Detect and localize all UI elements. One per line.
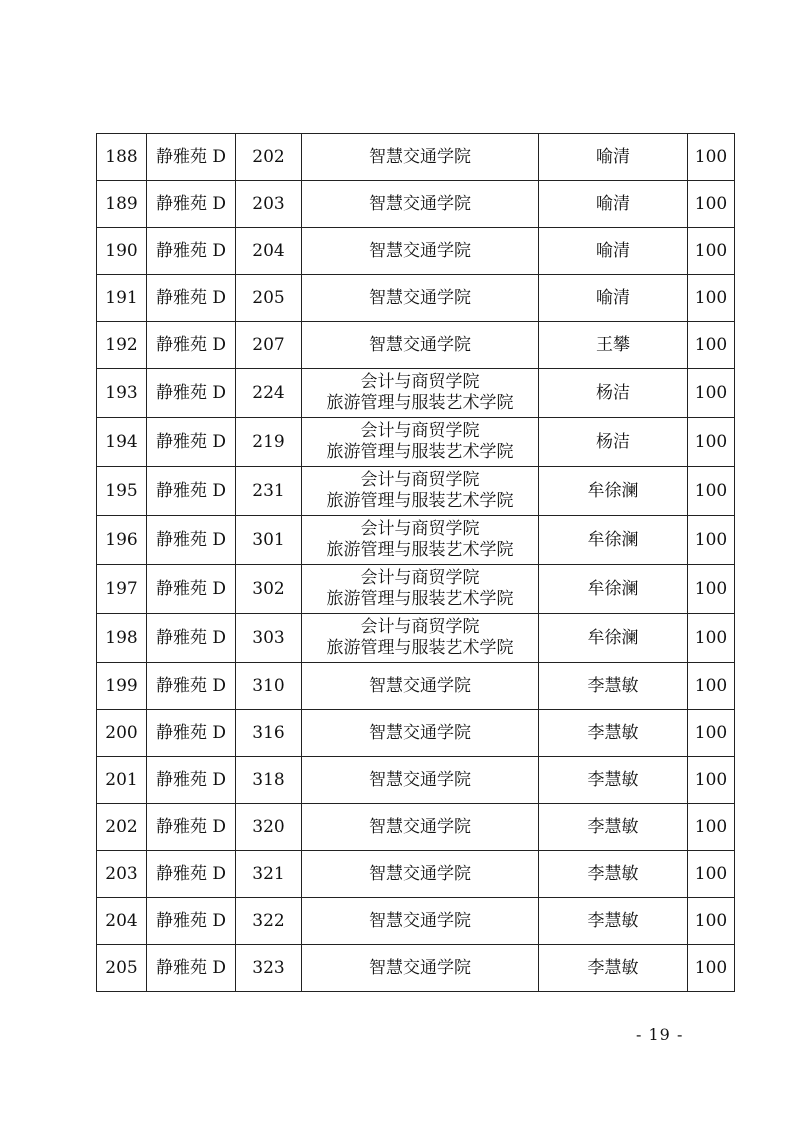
row-number-cell: 197 xyxy=(97,565,147,614)
score-cell: 100 xyxy=(688,275,735,322)
inspector-cell: 喻清 xyxy=(539,181,688,228)
score-cell: 100 xyxy=(688,467,735,516)
score-cell: 100 xyxy=(688,418,735,467)
building-cell: 静雅苑 D xyxy=(147,898,236,945)
college-name: 智慧交通学院 xyxy=(369,816,471,837)
row-number-cell: 188 xyxy=(97,134,147,181)
score-cell: 100 xyxy=(688,804,735,851)
college-name: 会计与商贸学院 xyxy=(360,617,480,637)
room-number-cell: 203 xyxy=(236,181,302,228)
dormitory-score-table xyxy=(96,133,735,992)
building-cell: 静雅苑 D xyxy=(147,228,236,275)
college-cell xyxy=(302,757,539,804)
college-name: 智慧交通学院 xyxy=(369,193,471,214)
table-row xyxy=(97,134,735,181)
college-cell xyxy=(302,614,539,663)
inspector-cell: 杨洁 xyxy=(539,369,688,418)
row-number-cell: 205 xyxy=(97,945,147,992)
inspector-cell: 李慧敏 xyxy=(539,710,688,757)
room-number-cell: 205 xyxy=(236,275,302,322)
room-number-cell: 322 xyxy=(236,898,302,945)
building-cell: 静雅苑 D xyxy=(147,710,236,757)
score-cell: 100 xyxy=(688,181,735,228)
building-cell: 静雅苑 D xyxy=(147,467,236,516)
table-row xyxy=(97,181,735,228)
building-cell: 静雅苑 D xyxy=(147,516,236,565)
building-cell: 静雅苑 D xyxy=(147,181,236,228)
building-cell: 静雅苑 D xyxy=(147,614,236,663)
room-number-cell: 303 xyxy=(236,614,302,663)
building-cell: 静雅苑 D xyxy=(147,804,236,851)
inspector-cell: 牟徐澜 xyxy=(539,467,688,516)
building-cell: 静雅苑 D xyxy=(147,369,236,418)
college-cell xyxy=(302,898,539,945)
building-cell: 静雅苑 D xyxy=(147,275,236,322)
table-row xyxy=(97,710,735,757)
college-name: 旅游管理与服装艺术学院 xyxy=(326,589,514,609)
room-number-cell: 202 xyxy=(236,134,302,181)
college-name: 智慧交通学院 xyxy=(369,334,471,355)
inspector-cell: 李慧敏 xyxy=(539,851,688,898)
room-number-cell: 207 xyxy=(236,322,302,369)
college-cell xyxy=(302,565,539,614)
college-name: 会计与商贸学院 xyxy=(360,568,480,588)
college-name: 旅游管理与服装艺术学院 xyxy=(326,540,514,560)
college-cell xyxy=(302,134,539,181)
score-cell: 100 xyxy=(688,228,735,275)
room-number-cell: 318 xyxy=(236,757,302,804)
college-name: 会计与商贸学院 xyxy=(360,421,480,441)
college-name: 智慧交通学院 xyxy=(369,240,471,261)
score-cell: 100 xyxy=(688,565,735,614)
room-number-cell: 323 xyxy=(236,945,302,992)
table-row xyxy=(97,757,735,804)
row-number-cell: 190 xyxy=(97,228,147,275)
table-row xyxy=(97,418,735,467)
score-cell: 100 xyxy=(688,663,735,710)
room-number-cell: 224 xyxy=(236,369,302,418)
inspector-cell: 牟徐澜 xyxy=(539,565,688,614)
inspector-cell: 李慧敏 xyxy=(539,945,688,992)
table-row xyxy=(97,945,735,992)
college-name: 智慧交通学院 xyxy=(369,863,471,884)
inspector-cell: 牟徐澜 xyxy=(539,614,688,663)
row-number-cell: 198 xyxy=(97,614,147,663)
college-name: 旅游管理与服装艺术学院 xyxy=(326,393,514,413)
college-cell xyxy=(302,322,539,369)
row-number-cell: 192 xyxy=(97,322,147,369)
college-cell xyxy=(302,369,539,418)
inspector-cell: 杨洁 xyxy=(539,418,688,467)
college-cell xyxy=(302,804,539,851)
score-cell: 100 xyxy=(688,710,735,757)
building-cell: 静雅苑 D xyxy=(147,418,236,467)
row-number-cell: 203 xyxy=(97,851,147,898)
college-name: 智慧交通学院 xyxy=(369,769,471,790)
score-cell: 100 xyxy=(688,614,735,663)
college-cell xyxy=(302,710,539,757)
table-row xyxy=(97,467,735,516)
room-number-cell: 231 xyxy=(236,467,302,516)
inspector-cell: 牟徐澜 xyxy=(539,516,688,565)
college-cell xyxy=(302,851,539,898)
row-number-cell: 201 xyxy=(97,757,147,804)
room-number-cell: 310 xyxy=(236,663,302,710)
row-number-cell: 191 xyxy=(97,275,147,322)
college-cell xyxy=(302,181,539,228)
score-cell: 100 xyxy=(688,851,735,898)
table-row xyxy=(97,275,735,322)
building-cell: 静雅苑 D xyxy=(147,322,236,369)
room-number-cell: 204 xyxy=(236,228,302,275)
inspector-cell: 李慧敏 xyxy=(539,804,688,851)
building-cell: 静雅苑 D xyxy=(147,945,236,992)
inspector-cell: 李慧敏 xyxy=(539,663,688,710)
score-cell: 100 xyxy=(688,134,735,181)
college-name: 会计与商贸学院 xyxy=(360,372,480,392)
college-cell xyxy=(302,418,539,467)
college-cell xyxy=(302,663,539,710)
table-row xyxy=(97,228,735,275)
college-cell xyxy=(302,516,539,565)
college-name: 智慧交通学院 xyxy=(369,146,471,167)
score-cell: 100 xyxy=(688,369,735,418)
score-cell: 100 xyxy=(688,898,735,945)
row-number-cell: 204 xyxy=(97,898,147,945)
inspector-cell: 喻清 xyxy=(539,275,688,322)
college-name: 旅游管理与服装艺术学院 xyxy=(326,442,514,462)
college-name: 会计与商贸学院 xyxy=(360,519,480,539)
row-number-cell: 193 xyxy=(97,369,147,418)
table-row xyxy=(97,614,735,663)
room-number-cell: 219 xyxy=(236,418,302,467)
college-cell xyxy=(302,945,539,992)
score-cell: 100 xyxy=(688,945,735,992)
table-row xyxy=(97,565,735,614)
table-row xyxy=(97,322,735,369)
college-cell xyxy=(302,275,539,322)
table-row xyxy=(97,516,735,565)
table-body xyxy=(97,134,735,992)
row-number-cell: 200 xyxy=(97,710,147,757)
row-number-cell: 189 xyxy=(97,181,147,228)
college-cell xyxy=(302,467,539,516)
building-cell: 静雅苑 D xyxy=(147,757,236,804)
inspector-cell: 李慧敏 xyxy=(539,898,688,945)
college-name: 旅游管理与服装艺术学院 xyxy=(326,638,514,658)
row-number-cell: 202 xyxy=(97,804,147,851)
college-name: 会计与商贸学院 xyxy=(360,470,480,490)
inspector-cell: 喻清 xyxy=(539,134,688,181)
page-number: - 19 - xyxy=(636,1025,684,1044)
college-name: 旅游管理与服装艺术学院 xyxy=(326,491,514,511)
table-row xyxy=(97,804,735,851)
table-row xyxy=(97,898,735,945)
score-cell: 100 xyxy=(688,322,735,369)
row-number-cell: 196 xyxy=(97,516,147,565)
college-name: 智慧交通学院 xyxy=(369,287,471,308)
room-number-cell: 320 xyxy=(236,804,302,851)
row-number-cell: 195 xyxy=(97,467,147,516)
row-number-cell: 194 xyxy=(97,418,147,467)
table-row xyxy=(97,851,735,898)
score-cell: 100 xyxy=(688,757,735,804)
college-name: 智慧交通学院 xyxy=(369,957,471,978)
college-cell xyxy=(302,228,539,275)
building-cell: 静雅苑 D xyxy=(147,565,236,614)
row-number-cell: 199 xyxy=(97,663,147,710)
inspector-cell: 王攀 xyxy=(539,322,688,369)
room-number-cell: 321 xyxy=(236,851,302,898)
college-name: 智慧交通学院 xyxy=(369,722,471,743)
score-cell: 100 xyxy=(688,516,735,565)
room-number-cell: 301 xyxy=(236,516,302,565)
college-name: 智慧交通学院 xyxy=(369,910,471,931)
table-row xyxy=(97,663,735,710)
inspector-cell: 李慧敏 xyxy=(539,757,688,804)
building-cell: 静雅苑 D xyxy=(147,851,236,898)
building-cell: 静雅苑 D xyxy=(147,663,236,710)
inspector-cell: 喻清 xyxy=(539,228,688,275)
building-cell: 静雅苑 D xyxy=(147,134,236,181)
college-name: 智慧交通学院 xyxy=(369,675,471,696)
table-row xyxy=(97,369,735,418)
room-number-cell: 302 xyxy=(236,565,302,614)
room-number-cell: 316 xyxy=(236,710,302,757)
